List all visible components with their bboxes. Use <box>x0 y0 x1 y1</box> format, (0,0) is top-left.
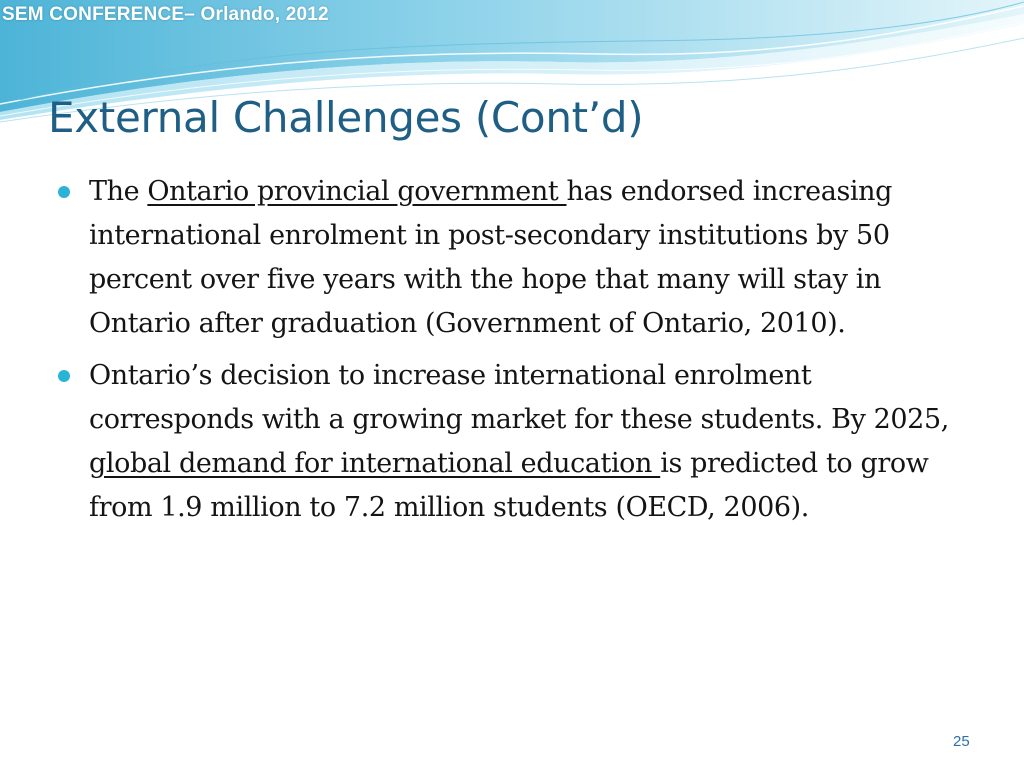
slide-title: External Challenges (Cont’d) <box>48 93 644 142</box>
bullet-text <box>89 176 892 339</box>
bullet-item-1 <box>58 170 964 346</box>
bullet-list <box>58 170 964 538</box>
bullet-text-after: is predicted to grow from 1.9 million to 7.2 million students (OECD, 2006). <box>89 448 929 523</box>
bullet-icon <box>58 186 70 198</box>
bullet-item-2 <box>58 354 964 530</box>
bullet-text-before: Ontario’s decision to increase international enrolment corresponds with a growing market for these students. By 2025, <box>89 360 949 435</box>
underlined-phrase: global demand for international education <box>89 448 661 479</box>
underlined-phrase: Ontario provincial government <box>147 176 567 207</box>
conference-label: SEM CONFERENCE– Orlando, 2012 <box>2 4 329 25</box>
bullet-text-after: has endorsed increasing international enrolment in post-secondary institutions by 50 percent over five years with the hope that many will stay in Ontario after graduation (Government of Ontario, 2010). <box>89 176 893 339</box>
bullet-icon <box>58 370 70 382</box>
bullet-text <box>89 360 949 523</box>
bullet-text-before: The <box>89 176 148 207</box>
page-number: 25 <box>953 733 970 750</box>
